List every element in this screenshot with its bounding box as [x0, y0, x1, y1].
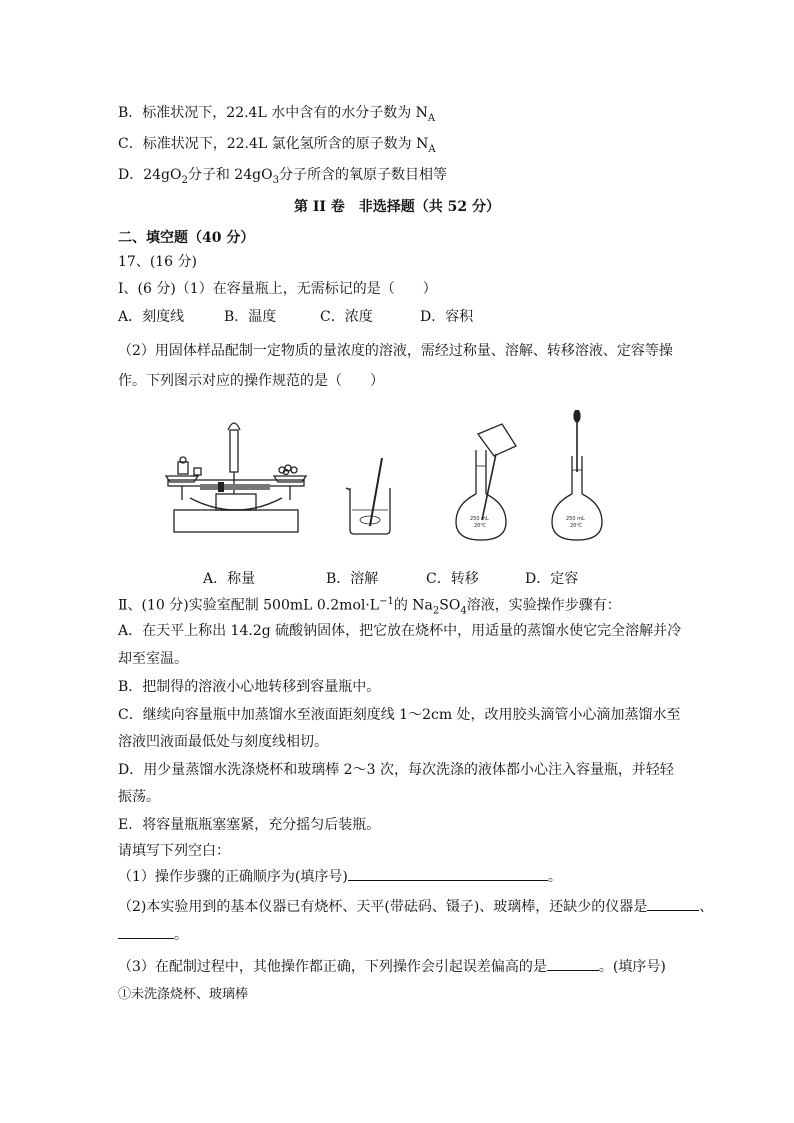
answer-blank-2a[interactable] [647, 896, 699, 911]
step-b: B．把制得的溶液小心地转移到容量瓶中。 [118, 679, 381, 695]
choice-a: A．刻度线 [118, 309, 185, 325]
answer-blank-3[interactable] [547, 956, 599, 971]
question-17-2-line1: （2）用固体样品配制一定物质的量浓度的溶液，需经过称量、溶解、转移溶液、定容等操 [118, 343, 673, 359]
step-d-line2: 振荡。 [118, 789, 160, 805]
step-a-line2: 却至室温。 [118, 651, 188, 667]
item-1: ①未洗涤烧杯、玻璃棒 [118, 987, 249, 1002]
question-17-1: Ⅰ、(6 分)（1）在容量瓶上，无需标记的是（ ） [118, 281, 437, 297]
balance-illustration [166, 423, 306, 532]
choice-d: D．容积 [420, 309, 474, 325]
step-a-line1: A．在天平上称出 14.2g 硫酸钠固体，把它放在烧杯中，用适量的蒸馏水使它完全溶解并冷 [118, 623, 682, 639]
choice-c: C．浓度 [320, 309, 373, 325]
question-17-II: Ⅱ、(10 分)实验室配制 500mL $0.2mol\cdot L^{-1}$的 $Na_2SO_4$溶液，实验操作步骤有： [118, 596, 621, 617]
step-e: E．将容量瓶瓶塞塞紧，充分摇匀后装瓶。 [118, 817, 381, 833]
beaker-illustration [346, 458, 390, 534]
flask-c-temperature: 20℃ [474, 523, 486, 529]
choice-b: B．温度 [224, 309, 277, 325]
option-c: C．标准状况下，22.4L 氯化氢所含的原子数为 $N_A$ [118, 136, 436, 155]
answer-blank-2b[interactable] [118, 924, 174, 939]
part2-title: 第 II 卷 非选择题（共 52 分） [293, 199, 501, 215]
fill-intro: 请填写下列空白： [118, 843, 230, 859]
figure-label-d: D．定容 [525, 571, 579, 587]
fill-question-3: （3）在配制过程中，其他操作都正确，下列操作会引起误差偏高的是 。(填序号) [118, 956, 666, 977]
question-17-2-line2: 作。下列图示对应的操作规范的是（ ） [118, 373, 384, 389]
step-c-line2: 溶液凹液面最低处与刻度线相切。 [118, 734, 328, 750]
fill-question-2-cont: 。 [118, 924, 188, 945]
flask-c-capacity: 250 mL [470, 516, 489, 522]
flask-pour-illustration [456, 424, 516, 540]
fill-question-2: （2)本实验用到的基本仪器已有烧杯、天平(带砝码、镊子)、玻璃棒，还缺少的仪器是 、 [118, 896, 713, 917]
figure-label-b: B．溶解 [326, 571, 379, 587]
question-17-1-options [118, 306, 473, 326]
figure-label-a: A．称量 [203, 571, 256, 587]
apparatus-figure [160, 410, 620, 550]
section-title: 二、填空题（40 分） [118, 230, 255, 246]
fill-question-1: （1）操作步骤的正确顺序为(填序号) 。 [118, 866, 562, 887]
flask-d-temperature: 20℃ [570, 523, 582, 529]
figure-label-c: C．转移 [426, 571, 479, 587]
question-17: 17、(16 分) [118, 254, 198, 270]
option-b: B．标准状况下，22.4L 水中含有的水分子数为 $N_A$ [118, 105, 436, 124]
step-c-line1: C．继续向容量瓶中加蒸馏水至液面距刻度线 1～2cm 处，改用胶头滴管小心滴加蒸馏水至 [118, 707, 681, 723]
option-d: D．$24gO_2$分子和 $24gO_3$分子所含的氧原子数目相等 [118, 167, 447, 186]
step-d-line1: D．用少量蒸馏水洗涤烧杯和玻璃棒 2～3 次，每次洗涤的液体都小心注入容量瓶，并轻轻 [118, 762, 674, 778]
flask-d-capacity: 250 mL [566, 516, 585, 522]
answer-blank-1[interactable] [348, 866, 548, 881]
